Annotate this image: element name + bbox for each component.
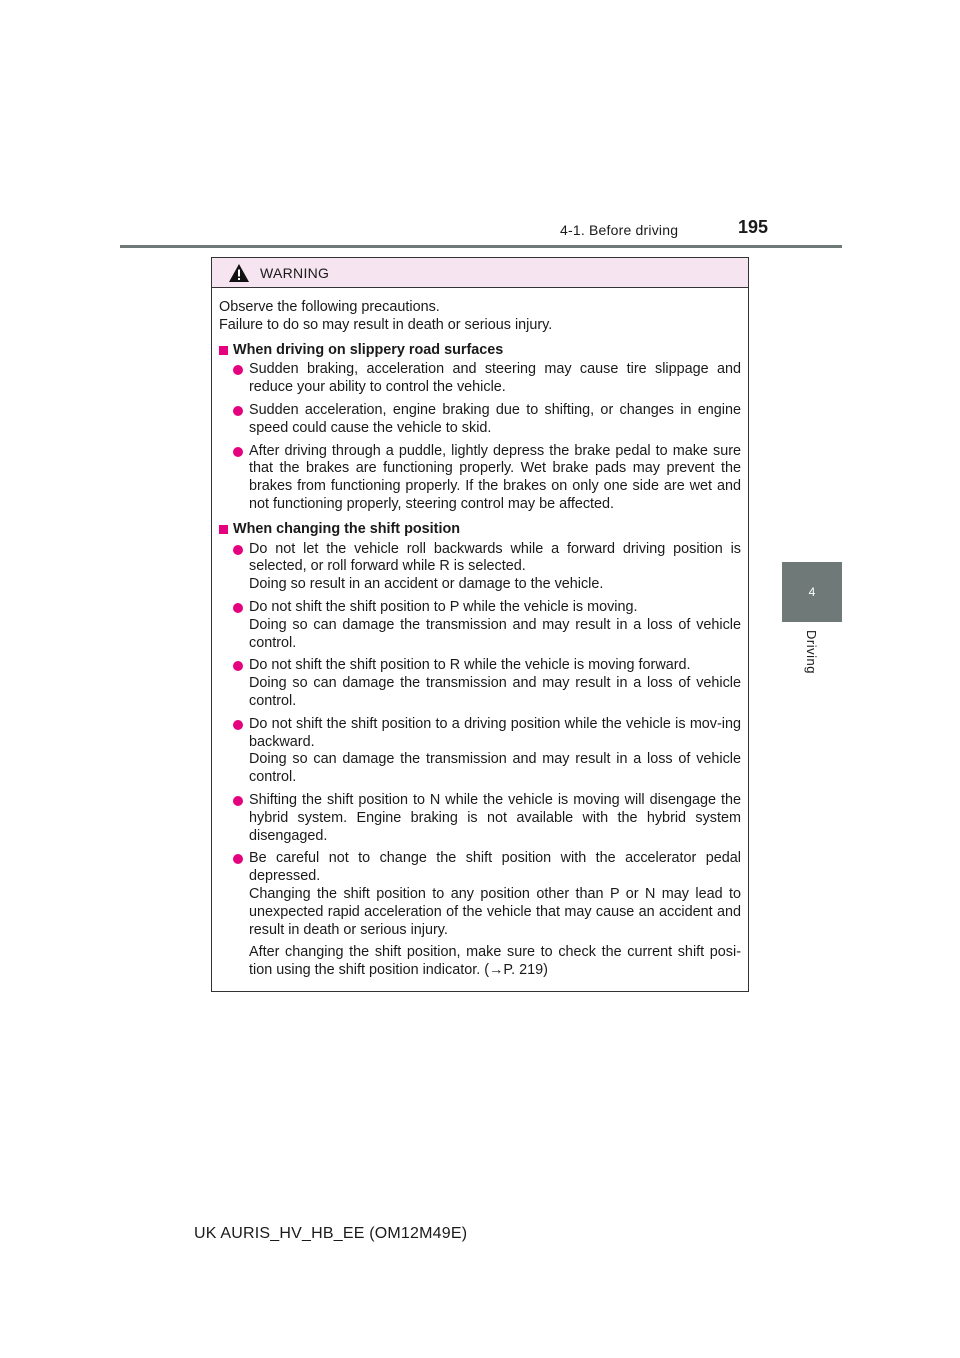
warning-triangle-icon xyxy=(228,263,250,283)
section-title-text: When changing the shift position xyxy=(233,520,461,537)
square-bullet-icon xyxy=(219,346,228,355)
chapter-number: 4 xyxy=(808,585,816,599)
warning-title: WARNING xyxy=(260,264,330,281)
continuation-text: After changing the shift position, make sure to check the current shift posi-tion using the shift position indicator. (→P. 219) xyxy=(249,944,741,979)
warning-box xyxy=(211,257,749,992)
bullet-item xyxy=(219,402,741,438)
square-bullet-icon xyxy=(219,525,228,534)
bullet-text: Changing the shift position to any position other than P or N may lead to unexpected rapid acceleration of the vehicle that may cause an accident and result in death or serious injury. xyxy=(249,885,741,938)
chapter-label: Driving xyxy=(804,630,819,674)
bullet-text: Be careful not to change the shift position with the accelerator pedal depressed. xyxy=(249,850,741,885)
intro-line: Observe the following precautions. xyxy=(219,299,440,315)
round-bullet-icon xyxy=(233,447,243,457)
round-bullet-icon xyxy=(233,603,243,613)
intro-line: Failure to do so may result in death or serious injury. xyxy=(219,316,553,333)
bullet-item xyxy=(219,361,741,397)
round-bullet-icon xyxy=(233,796,243,806)
bullet-item xyxy=(219,716,741,787)
bullet-item xyxy=(219,541,741,594)
bullet-text: Doing so can damage the transmission and may result in a loss of vehicle control. xyxy=(249,675,741,709)
section-title xyxy=(219,521,741,539)
round-bullet-icon xyxy=(233,661,243,671)
header-divider xyxy=(120,245,842,248)
bullet-text: Sudden acceleration, engine braking due to shifting, or changes in engine speed could cause the vehicle to skid. xyxy=(249,401,741,436)
bullet-text: Doing so can damage the transmission and may result in a loss of vehicle control. xyxy=(249,751,741,786)
bullet-item xyxy=(219,599,741,652)
bullet-item xyxy=(219,850,741,939)
bullet-item xyxy=(219,443,741,514)
bullet-text: Do not shift the shift position to R while the vehicle is moving forward. xyxy=(249,657,691,674)
bullet-text: Shifting the shift position to N while the vehicle is moving will disengage the hybrid system. Engine braking is not available with the hybrid system disengaged. xyxy=(249,791,741,844)
bullet-text: Sudden braking, acceleration and steering may cause tire slippage and reduce your ability to control the vehicle. xyxy=(249,361,741,396)
round-bullet-icon xyxy=(233,545,243,555)
chapter-tab[interactable] xyxy=(782,562,842,622)
page-number: 195 xyxy=(738,217,769,237)
section-title xyxy=(219,342,741,360)
warning-body xyxy=(212,288,748,980)
round-bullet-icon xyxy=(233,854,243,864)
section-title-text: When driving on slippery road surfaces xyxy=(233,341,504,358)
manual-code: UK AURIS_HV_HB_EE (OM12M49E) xyxy=(194,1225,468,1242)
bullet-text: After driving through a puddle, lightly depress the brake pedal to make sure that the brakes are functioning properly. Wet brake pads may prevent the brakes from functioning properly. If the brakes on only one side are wet and not functioning properly, steering control may be affected. xyxy=(249,442,741,512)
section-heading: 4-1. Before driving xyxy=(560,222,679,238)
bullet-text: Doing so can damage the transmission and may result in a loss of vehicle control. xyxy=(249,616,741,651)
round-bullet-icon xyxy=(233,365,243,375)
bullet-item xyxy=(219,657,741,710)
bullet-item xyxy=(219,792,741,845)
bullet-text: Do not shift the shift position to a driving position while the vehicle is mov-ing backward. xyxy=(249,715,741,750)
round-bullet-icon xyxy=(233,720,243,730)
warning-header xyxy=(212,258,748,288)
bullet-text: Doing so result in an accident or damage to the vehicle. xyxy=(249,576,604,593)
round-bullet-icon xyxy=(233,406,243,416)
warning-sections xyxy=(219,342,741,980)
bullet-text: Do not let the vehicle roll backwards while a forward driving position is selected, or roll forward while R is selected. xyxy=(249,540,741,575)
bullet-text: Do not shift the shift position to P while the vehicle is moving. xyxy=(249,598,638,615)
